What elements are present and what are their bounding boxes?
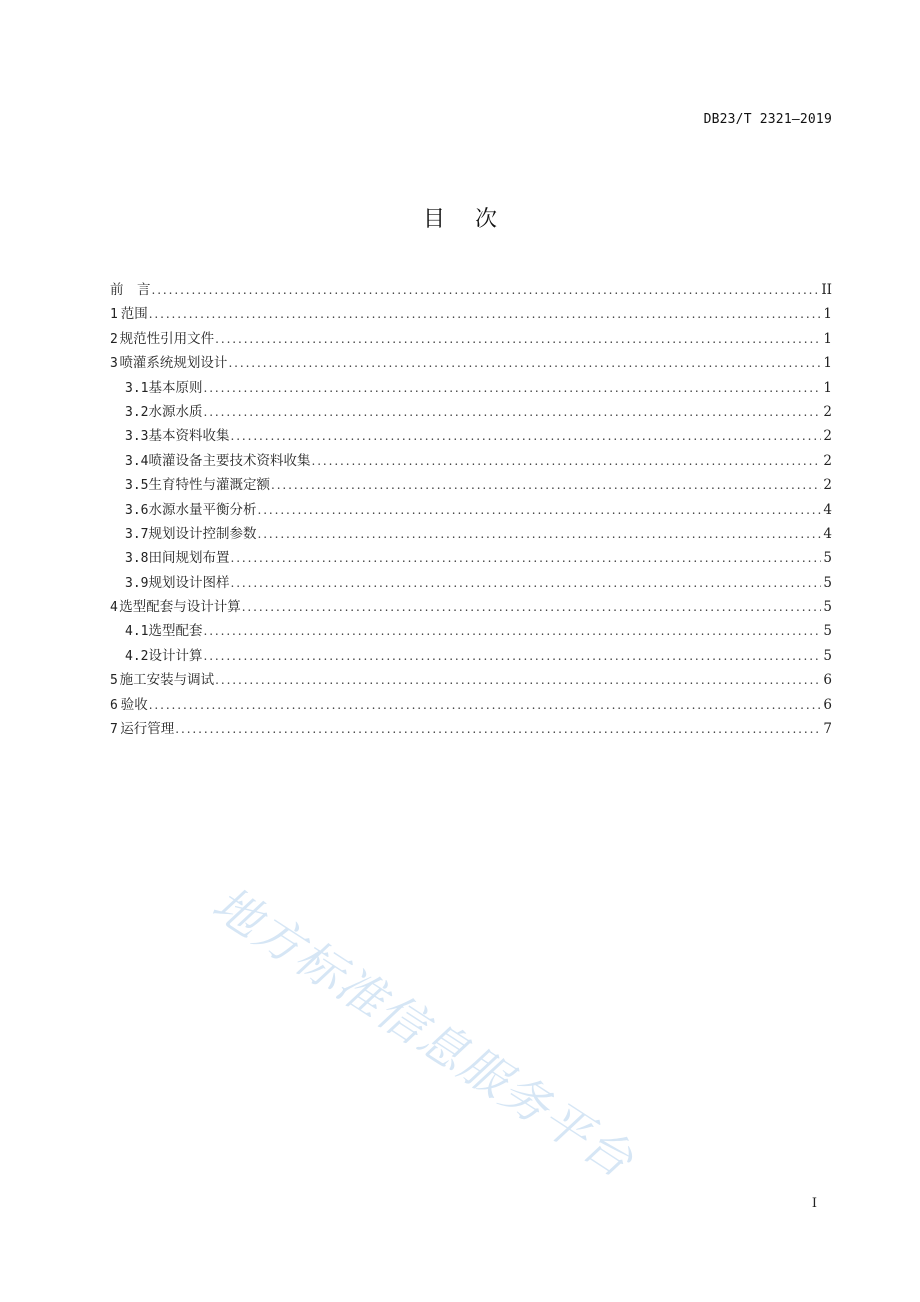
toc-entry-page: 5 (823, 647, 832, 664)
toc-entry-number: 3.3 (125, 429, 149, 445)
toc-leader-dots (257, 522, 821, 546)
toc-entry-title: 生育特性与灌溉定额 (148, 477, 270, 494)
toc-entry-page: 6 (823, 672, 832, 689)
toc-entry-page: 7 (823, 721, 832, 738)
toc-subentry[interactable] (110, 546, 832, 570)
toc-entry-number: 3.9 (125, 575, 149, 591)
toc-leader-dots (215, 668, 821, 692)
toc-entry-title: 规划设计控制参数 (148, 525, 257, 542)
toc-leader-dots (152, 278, 820, 302)
toc-entry-title: 基本资料收集 (148, 428, 230, 445)
toc-entry[interactable] (110, 351, 832, 375)
toc-leader-dots (203, 619, 821, 643)
toc-entry[interactable] (110, 302, 832, 326)
toc-subentry[interactable] (110, 473, 832, 497)
toc-entry-number: 6 (110, 697, 118, 713)
page-title-part1: 目 (422, 207, 445, 232)
toc-subentry[interactable] (110, 400, 832, 424)
toc-entry-page: 5 (823, 599, 832, 616)
toc-leader-dots (230, 424, 821, 448)
toc-leader-dots (257, 498, 821, 522)
toc-entry-title: 水源水量平衡分析 (148, 501, 257, 518)
toc-entry-number: 3.4 (125, 453, 149, 469)
toc-entry-page: 4 (823, 501, 832, 518)
toc-entry-title: 基本原则 (148, 379, 203, 396)
toc-entry-page: 2 (823, 452, 832, 469)
document-code: DB23/T 2321—2019 (703, 112, 832, 127)
toc-entry-title: 田间规划布置 (148, 550, 230, 567)
toc-entry-number: 3.5 (125, 478, 149, 494)
page-title (0, 202, 920, 233)
toc-entry-number: 7 (110, 722, 118, 738)
toc-entry-preface[interactable] (110, 278, 832, 302)
toc-leader-dots (228, 351, 821, 375)
toc-subentry[interactable] (110, 376, 832, 400)
toc-leader-dots (149, 693, 822, 717)
toc-leader-dots (215, 327, 821, 351)
toc-entry-title: 规范性引用文件 (119, 330, 215, 347)
toc-entry-page: II (821, 282, 832, 298)
toc-entry-number: 5 (110, 673, 118, 689)
toc-entry-page: 1 (823, 330, 832, 347)
toc-leader-dots (175, 717, 821, 741)
toc-leader-dots (242, 595, 822, 619)
toc-entry-title: 选型配套与设计计算 (119, 599, 241, 616)
toc-entry-title: 验收 (120, 696, 148, 713)
toc-subentry[interactable] (110, 522, 832, 546)
toc-entry-number: 2 (110, 331, 118, 347)
toc-entry-number: 4 (110, 600, 118, 616)
toc-entry-title: 范围 (120, 306, 148, 323)
toc-subentry[interactable] (110, 644, 832, 668)
toc-entry[interactable] (110, 327, 832, 351)
toc-entry-page: 2 (823, 477, 832, 494)
toc-entry-title: 选型配套 (148, 623, 203, 640)
toc-subentry[interactable] (110, 619, 832, 643)
table-of-contents (110, 278, 832, 741)
toc-leader-dots (311, 449, 821, 473)
toc-entry-number: 1 (110, 307, 118, 323)
toc-entry-page: 1 (823, 306, 832, 323)
toc-entry-title: 运行管理 (120, 721, 175, 738)
toc-entry-page: 6 (823, 696, 832, 713)
page-number: I (811, 1196, 817, 1211)
page-title-part2: 次 (475, 207, 498, 232)
toc-entry[interactable] (110, 595, 832, 619)
toc-subentry[interactable] (110, 424, 832, 448)
toc-entry-title: 水源水质 (148, 403, 203, 420)
toc-entry[interactable] (110, 693, 832, 717)
toc-entry-title: 规划设计图样 (148, 574, 230, 591)
toc-leader-dots (230, 571, 821, 595)
toc-entry-number: 3.7 (125, 526, 149, 542)
toc-entry-page: 2 (823, 428, 832, 445)
toc-entry-page: 2 (823, 403, 832, 420)
toc-entry-page: 5 (823, 574, 832, 591)
toc-leader-dots (271, 473, 821, 497)
toc-leader-dots (149, 302, 822, 326)
toc-entry-page: 1 (823, 379, 832, 396)
toc-entry-number: 4.2 (125, 648, 149, 664)
toc-entry-title: 前 言 (110, 282, 151, 298)
toc-leader-dots (203, 400, 821, 424)
toc-entry-page: 1 (823, 355, 832, 372)
toc-subentry[interactable] (110, 571, 832, 595)
toc-entry-page: 5 (823, 623, 832, 640)
toc-entry-number: 3.2 (125, 404, 149, 420)
toc-leader-dots (230, 546, 821, 570)
toc-subentry[interactable] (110, 449, 832, 473)
toc-leader-dots (203, 376, 821, 400)
toc-leader-dots (203, 644, 821, 668)
toc-entry-number: 3.1 (125, 380, 149, 396)
toc-entry[interactable] (110, 717, 832, 741)
toc-entry-page: 5 (823, 550, 832, 567)
toc-subentry[interactable] (110, 498, 832, 522)
toc-entry-title: 喷灌系统规划设计 (119, 355, 228, 372)
toc-entry-title: 设计计算 (148, 647, 203, 664)
toc-entry-number: 3.8 (125, 551, 149, 567)
toc-entry-number: 3 (110, 356, 118, 372)
toc-entry-number: 4.1 (125, 624, 149, 640)
toc-entry[interactable] (110, 668, 832, 692)
toc-entry-title: 喷灌设备主要技术资料收集 (148, 452, 311, 469)
toc-entry-title: 施工安装与调试 (119, 672, 215, 689)
toc-entry-page: 4 (823, 525, 832, 542)
toc-entry-number: 3.6 (125, 502, 149, 518)
watermark-text: 地方标准信息服务平台 (202, 876, 644, 1190)
